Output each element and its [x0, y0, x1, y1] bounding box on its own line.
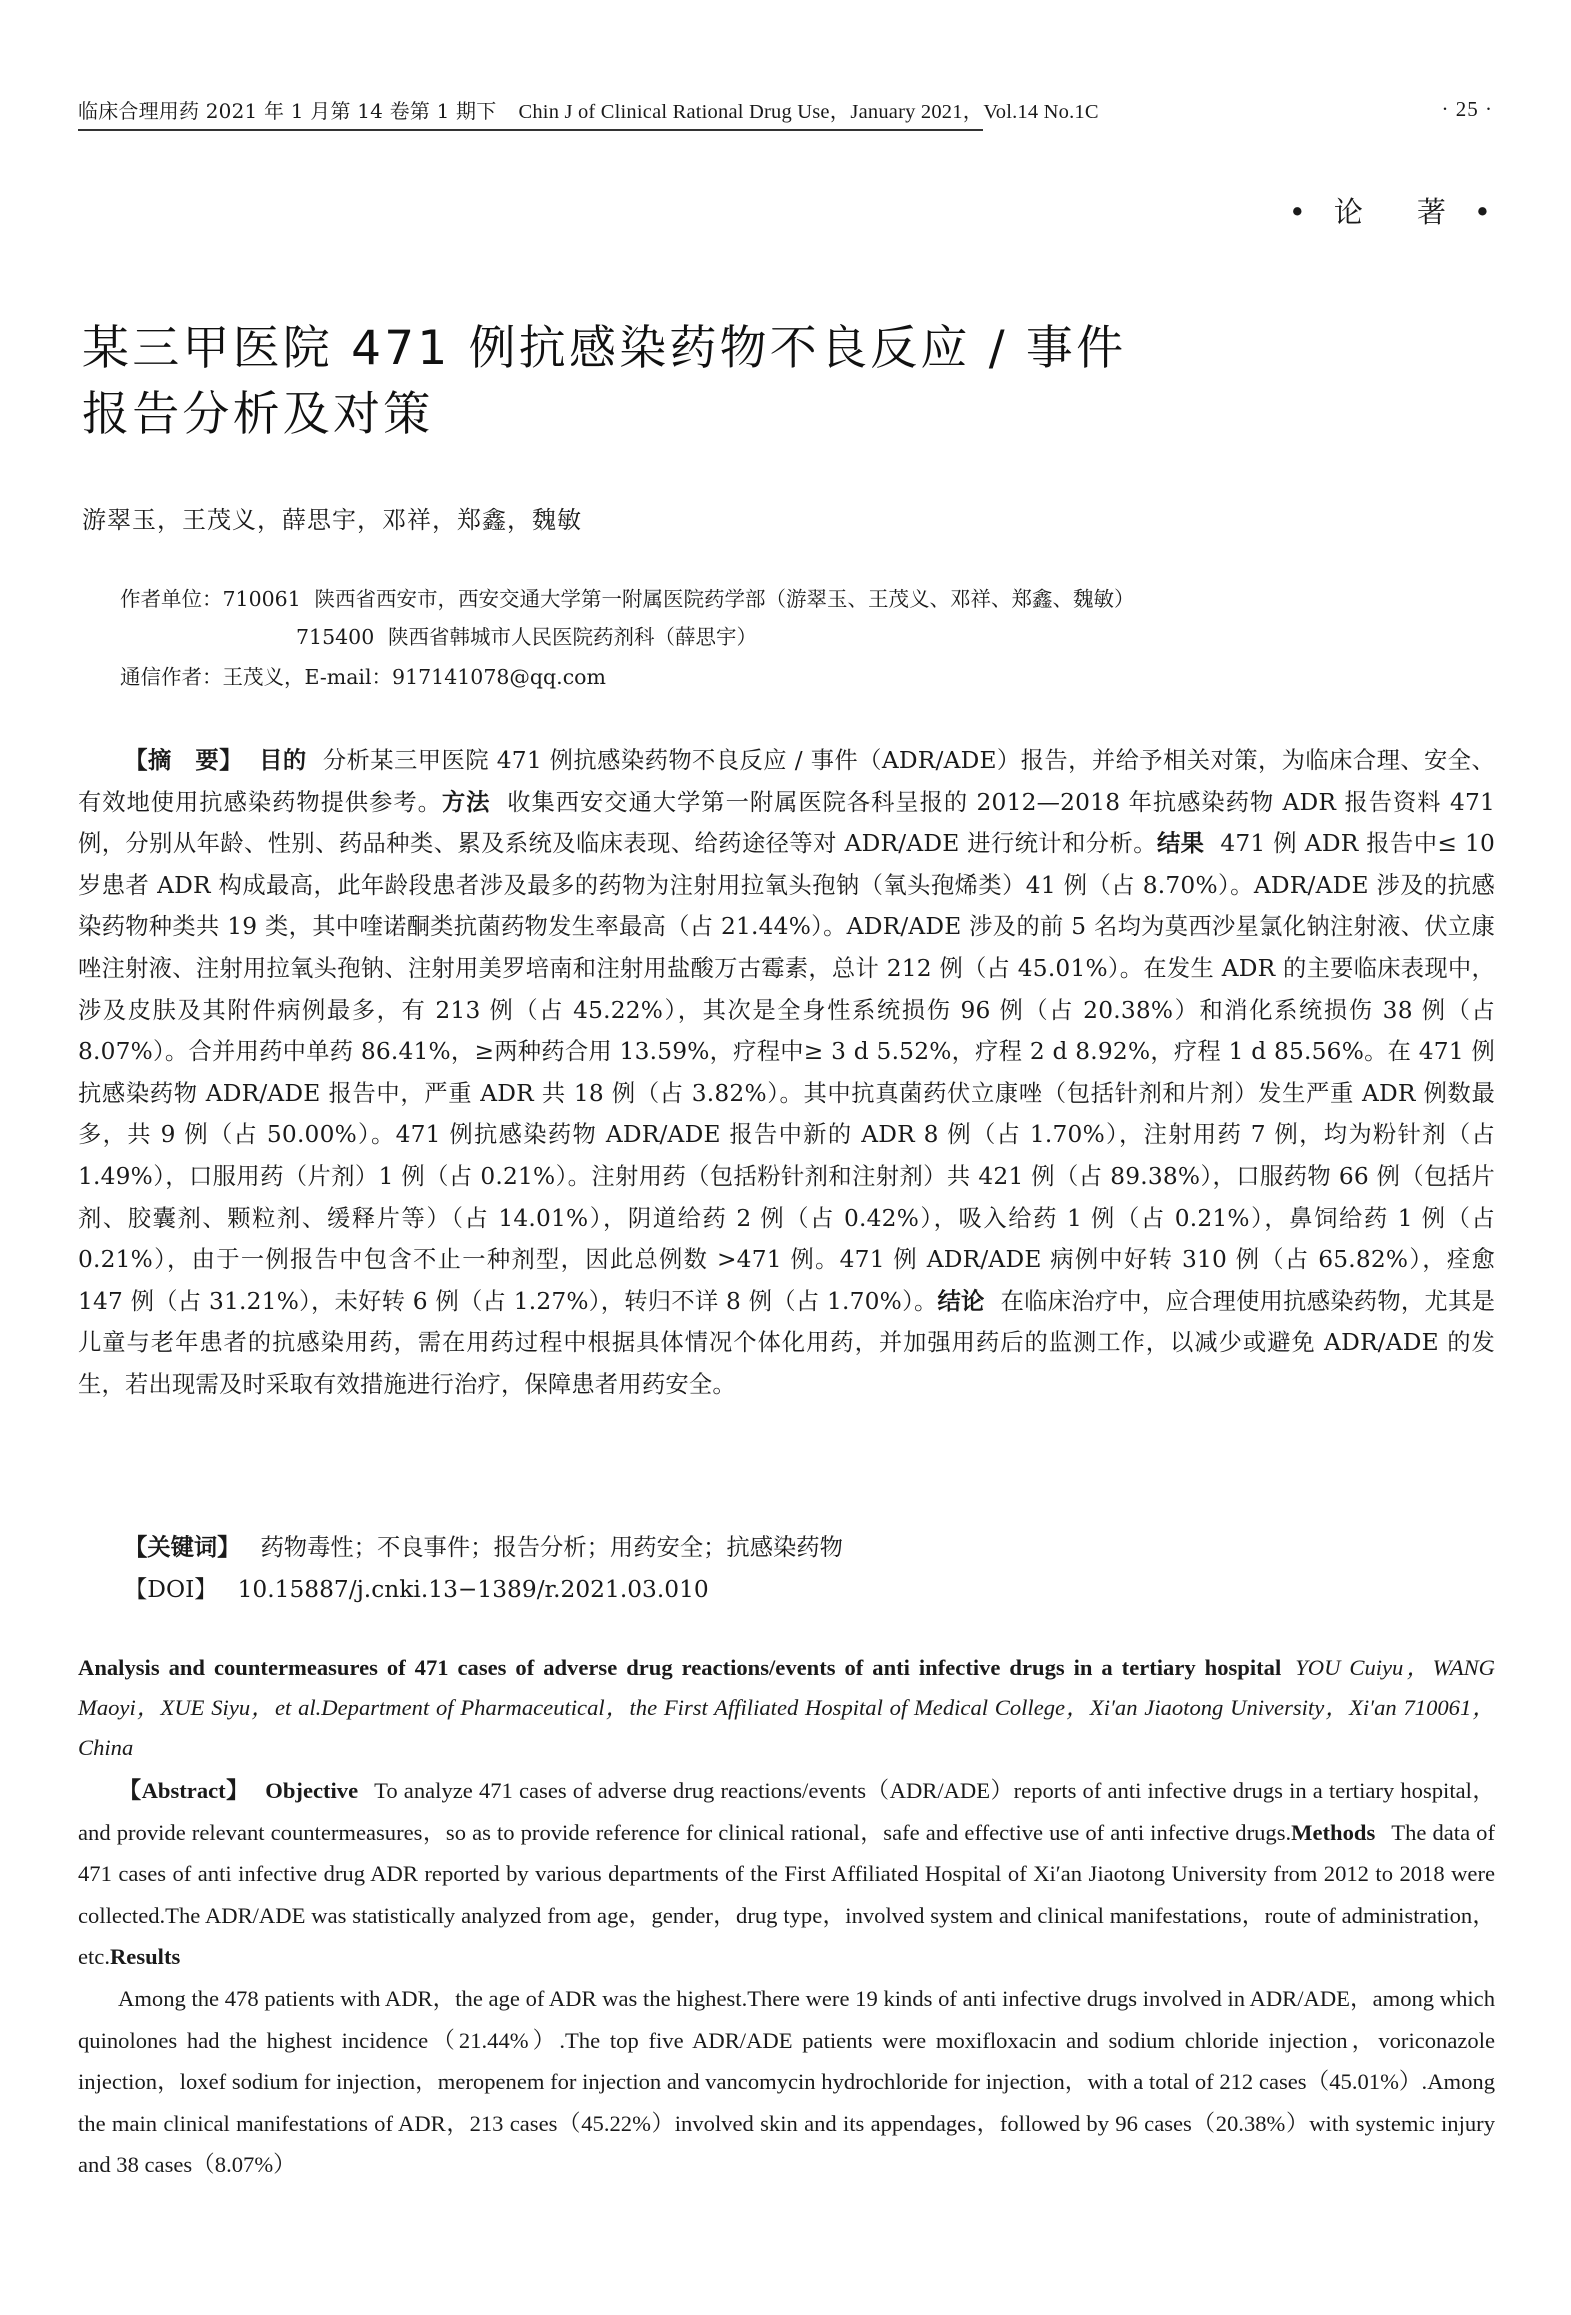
conclusion-label-cn: 结论 [937, 1287, 985, 1315]
english-affiliation: Department of Pharmaceutical，the First Affiliated Hospital of Medical College，Xi′an Jiaotong University，Xi′an 710061，China [78, 1695, 1495, 1760]
affiliation-row-2 [120, 618, 1500, 656]
section-marker [1289, 190, 1493, 231]
running-head-rule [78, 129, 983, 131]
corresponding-email-label: E-mail： [304, 665, 393, 689]
bullet-left-icon: • [1288, 195, 1308, 229]
section-marker-label-1: 论 [1333, 195, 1365, 229]
bullet-right-icon: • [1473, 195, 1493, 229]
affiliation-label: 作者单位： [120, 587, 223, 611]
corresponding-email[interactable]: 917141078@qq.com [392, 665, 606, 689]
affiliation-block [120, 580, 1500, 696]
abstract-label-cn: 【摘 要】 [124, 747, 243, 774]
english-title: Analysis and countermeasures of 471 cases of adverse drug reactions/events of anti infective drugs in a tertiary hospital [78, 1655, 1282, 1680]
corresponding-author-row: 通信作者：王茂义，E-mail：917141078@qq.com [120, 665, 606, 689]
objective-text-en: To analyze 471 cases of adverse drug reactions/events（ADR/ADE）reports of anti infective drugs in a tertiary hospital，and provide relevant countermeasures，so as to provide reference for clinical rational，safe and effective use of anti infective drugs. [78, 1778, 1496, 1845]
keywords-label: 【关键词】 [124, 1534, 241, 1561]
english-title-block [78, 1648, 1495, 1768]
running-head-citation [78, 96, 1099, 127]
methods-text-en: The data of 471 cases of anti infective drug ADR reported by various departments of the First Affiliated Hospital of Xi′an Jiaotong University from 2012 to 2018 were collected.The ADR/ADE was statistically analyzed from age，gender，drug type，involved system and clinical manifestations，route of administration，etc. [78, 1819, 1496, 1969]
keywords-line [78, 1527, 843, 1569]
results-label-cn: 结果 [1156, 830, 1205, 858]
english-abstract-results [78, 1978, 1495, 2186]
affiliation-address-1: 陕西省西安市，西安交通大学第一附属医院药学部（游翠玉、王茂义、邓祥、郑鑫、魏敏） [314, 587, 1135, 611]
title-line-2: 报告分析及对策 [82, 387, 434, 443]
objective-label-en: Objective [265, 1778, 359, 1803]
affiliation-row-1 [120, 580, 1500, 618]
doi-value[interactable]: 10.15887/j.cnki.13−1389/r.2021.03.010 [237, 1576, 709, 1603]
section-marker-label-2: 著 [1416, 195, 1448, 229]
affiliation-zip-1: 710061 [222, 587, 301, 611]
doi-line [78, 1569, 709, 1611]
results-label-en: Results [109, 1944, 181, 1969]
affiliation-address-2: 陕西省韩城市人民医院药剂科（薛思宇） [388, 625, 757, 649]
methods-label-cn: 方法 [441, 788, 491, 816]
english-author-list: YOU Cuiyu，WANG Maoyi，XUE Siyu，et al. [78, 1655, 1496, 1720]
conclusion-text-cn: 在临床治疗中，应合理使用抗感染药物，尤其是儿童与老年患者的抗感染用药，需在用药过程中根据具体情况个体化用药，并加强用药后的监测工作，以减少或避免 ADR/ADE 的发生，若出现需及时采取有效措施进行治疗，保障患者用药安全。 [78, 1287, 1496, 1398]
corresponding-author-name: 王茂义 [222, 665, 284, 689]
running-head-english: Chin J of Clinical Rational Drug Use，January 2021，Vol.14 No.1C [518, 101, 1099, 123]
english-abstract [78, 1770, 1495, 1978]
chinese-abstract [78, 740, 1495, 1406]
results-text-en: Among the 478 patients with ADR，the age of ADR was the highest.There were 19 kinds of anti infective drugs involved in ADR/ADE，among which quinolones had the highest incidence（21.44%）.The top five ADR/ADE patients were moxifloxacin and sodium chloride injection，voriconazole injection，loxef sodium for injection，meropenem for injection and vancomycin hydrochloride for injection，with a total of 212 cases（45.01%）.Among the main clinical manifestations of ADR，213 cases（45.22%）involved skin and its appendages，followed by 96 cases（20.38%）with systemic injury and 38 cases（8.07%） [78, 1986, 1495, 2177]
keywords-text: 药物毒性；不良事件；报告分析；用药安全；抗感染药物 [260, 1534, 843, 1561]
corresponding-author-label: 通信作者： [120, 665, 223, 689]
objective-text-cn: 分析某三甲医院 471 例抗感染药物不良反应 / 事件（ADR/ADE）报告，并给予相关对策，为临床合理、安全、有效地使用抗感染药物提供参考。 [78, 747, 1496, 816]
page-title [82, 316, 1502, 448]
running-head-chinese: 临床合理用药 2021 年 1 月第 14 卷第 1 期下 [78, 99, 497, 123]
title-line-1: 某三甲医院 471 例抗感染药物不良反应 / 事件 [82, 321, 1127, 377]
author-list: 游翠玉，王茂义，薛思宇，邓祥，郑鑫，魏敏 [82, 506, 582, 534]
methods-text-cn: 收集西安交通大学第一附属医院各科呈报的 2012—2018 年抗感染药物 ADR 报告资料 471 例，分别从年龄、性别、药品种类、累及系统及临床表现、给药途径等对 ADR/ADE 进行统计和分析。 [78, 788, 1496, 858]
doi-label: 【DOI】 [124, 1576, 218, 1603]
objective-label-cn: 目的 [258, 747, 307, 774]
abstract-label-en: 【Abstract】 [118, 1778, 250, 1803]
running-head [78, 96, 1493, 142]
page-number: · 25 · [1441, 97, 1493, 121]
results-text-cn: 471 例 ADR 报告中≤ 10 岁患者 ADR 构成最高，此年龄段患者涉及最多的药物为注射用拉氧头孢钠（氧头孢烯类）41 例（占 8.70%）。ADR/ADE 涉及的抗感染药物种类共 19 类，其中喹诺酮类抗菌药物发生率最高（占 21.44%）。ADR/ADE 涉及的前 5 名均为莫西沙星氯化钠注射液、伏立康唑注射液、注射用拉氧头孢钠、注射用美罗培南和注射用盐酸万古霉素，总计 212 例（占 45.01%）。在发生 ADR 的主要临床表现中，涉及皮肤及其附件病例最多，有 213 例（占 45.22%），其次是全身性系统损伤 96 例（占 20.38%）和消化系统损伤 38 例（占 8.07%）。合并用药中单药 86.41%，≥两种药合用 13.59%，疗程中≥ 3 d 5.52%，疗程 2 d 8.92%，疗程 1 d 85.56%。在 471 例抗感染药物 ADR/ADE 报告中，严重 ADR 共 18 例（占 3.82%）。其中抗真菌药伏立康唑（包括针剂和片剂）发生严重 ADR 例数最多，共 9 例（占 50.00%）。471 例抗感染药物 ADR/ADE 报告中新的 ADR 8 例（占 1.70%），注射用药 7 例，均为粉针剂（占 1.49%），口服用药（片剂）1 例（占 0.21%）。注射用药（包括粉针剂和注射剂）共 421 例（占 89.38%），口服药物 66 例（包括片剂、胶囊剂、颗粒剂、缓释片等）（占 14.01%），阴道给药 2 例（占 0.42%），吸入给药 1 例（占 0.21%），鼻饲给药 1 例（占 0.21%），由于一例报告中包含不止一种剂型，因此总例数 >471 例。471 例 ADR/ADE 病例中好转 310 例（占 65.82%），痊愈 147 例（占 31.21%），未好转 6 例（占 1.27%），转归不详 8 例（占 1.70%）。 [78, 830, 1496, 1315]
methods-label-en: Methods [1291, 1819, 1376, 1845]
affiliation-zip-2: 715400 [296, 625, 375, 649]
